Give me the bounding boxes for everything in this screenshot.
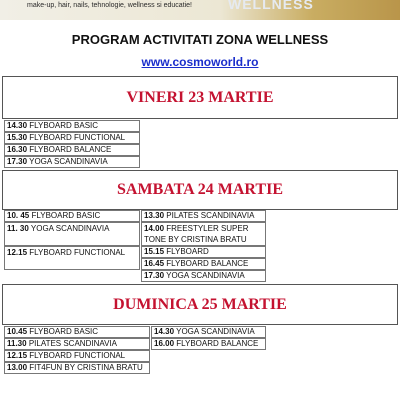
schedule-row — [141, 246, 266, 258]
row-time: 15.30 — [7, 133, 28, 142]
row-time: 10.45 — [7, 327, 28, 336]
schedule-row — [4, 350, 150, 362]
row-activity: FLYBOARD BALANCE — [29, 145, 112, 154]
row-activity: YOGA SCANDINAVIA — [176, 327, 255, 336]
schedule-row — [4, 222, 140, 246]
row-activity: FLYBOARD FUNCTIONAL — [29, 248, 126, 257]
row-activity: FLYBOARD BASIC — [29, 327, 99, 336]
row-activity: PILATES SCANDINAVIA — [166, 211, 255, 220]
row-time: 17.30 — [7, 157, 28, 166]
row-time: 10. 45 — [7, 211, 30, 220]
header-banner — [0, 0, 400, 20]
row-activity: FLYBOARD — [166, 247, 209, 256]
schedule-row — [4, 210, 140, 222]
schedule-row — [151, 338, 266, 350]
row-activity: FLYBOARD FUNCTIONAL — [29, 133, 126, 142]
schedule-row — [4, 362, 150, 374]
row-time: 16.45 — [144, 259, 165, 268]
schedule-row — [141, 222, 266, 246]
row-time: 16.00 — [154, 339, 175, 348]
row-activity: FLYBOARD BALANCE — [166, 259, 249, 268]
row-time: 16.30 — [7, 145, 28, 154]
row-time: 12.15 — [7, 351, 28, 360]
website-link[interactable]: www.cosmoworld.ro — [141, 55, 259, 69]
day-title: VINERI 23 MARTIE — [126, 89, 274, 106]
schedule-row — [4, 156, 140, 168]
row-activity: FLYBOARD BALANCE — [176, 339, 259, 348]
page-title: PROGRAM ACTIVITATI ZONA WELLNESS — [71, 32, 329, 47]
schedule-row — [4, 338, 150, 350]
schedule-row — [4, 120, 140, 132]
day-title: DUMINICA 25 MARTIE — [113, 296, 287, 313]
row-time: 13.00 — [7, 363, 28, 372]
schedule-row — [4, 326, 150, 338]
row-time: 14.30 — [7, 121, 28, 130]
row-activity: FLYBOARD BASIC — [31, 211, 101, 220]
row-time: 11.30 — [7, 339, 27, 348]
row-activity: FLYBOARD FUNCTIONAL — [29, 351, 126, 360]
row-activity: FLYBOARD BASIC — [29, 121, 99, 130]
schedule-row — [4, 144, 140, 156]
schedule-row — [141, 270, 266, 282]
row-activity: YOGA SCANDINAVIA — [29, 157, 108, 166]
row-activity: YOGA SCANDINAVIA — [166, 271, 245, 280]
row-activity: YOGA SCANDINAVIA — [30, 224, 110, 233]
row-time: 13.30 — [144, 211, 165, 220]
day-title: SAMBATA 24 MARTIE — [117, 181, 283, 198]
banner-tagline: make-up, hair, nails, tehnologie, wellness si educatie! — [27, 2, 192, 9]
row-time: 14.30 — [154, 327, 175, 336]
schedule-row — [141, 258, 266, 270]
schedule-row — [4, 246, 140, 270]
row-activity: FIT4FUN BY CRISTINA BRATU — [29, 363, 143, 372]
row-time: 12.15 — [7, 248, 28, 257]
row-time: 11. 30 — [7, 224, 29, 233]
schedule-row — [141, 210, 266, 222]
banner-brand: WELLNESS — [228, 0, 314, 12]
row-time: 14.00 — [144, 224, 165, 233]
row-activity: PILATES SCANDINAVIA — [28, 339, 117, 348]
row-time: 15.15 — [144, 247, 165, 256]
schedule-row — [4, 132, 140, 144]
row-activity: FREESTYLER SUPER TONE BY CRISTINA BRATU — [144, 224, 249, 244]
row-time: 17.30 — [144, 271, 165, 280]
schedule-row — [151, 326, 266, 338]
